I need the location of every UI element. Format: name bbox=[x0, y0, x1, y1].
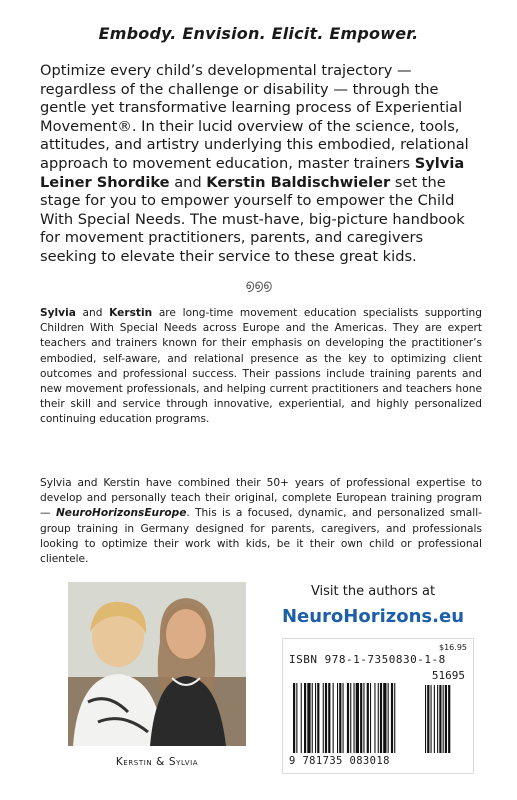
barcode-bar bbox=[354, 683, 355, 753]
barcode-bar bbox=[293, 683, 295, 753]
barcode-bar bbox=[347, 683, 349, 753]
barcode-bar bbox=[356, 683, 359, 753]
bio-text: and bbox=[75, 307, 110, 319]
barcode-bar bbox=[394, 683, 395, 753]
main-blurb bbox=[40, 62, 482, 267]
barcode-bar bbox=[307, 683, 310, 753]
ornament-divider: ൭൭൭ bbox=[245, 278, 272, 293]
barcode-bar bbox=[383, 683, 386, 753]
barcode-addon-bar bbox=[448, 685, 450, 753]
barcode-bar bbox=[343, 683, 344, 753]
bio-text: are long-time movement education specialists supporting Children With Special Needs across Europe and the Americas. They are expert teachers and trainers known for their emphasis on developing the practitioner’s embodied, self-aware, and relational presence as the key to optimizing client outcomes and professional success. Their passions include training parents and new movement professionals, and helping current practitioners and teachers hone their skill and service through innovative, experiential, and highly personalized continuing education programs. bbox=[40, 307, 482, 426]
author-photo bbox=[68, 582, 246, 746]
barcode-addon-bar bbox=[443, 685, 444, 753]
barcode-bar bbox=[378, 683, 379, 753]
photo-caption: Kerstin & Sylvia bbox=[115, 756, 199, 768]
author-bio bbox=[40, 306, 482, 428]
barcode-bar bbox=[339, 683, 341, 753]
barcode-bar bbox=[363, 683, 364, 753]
barcode-bar bbox=[323, 683, 324, 753]
price-addon-digits: 51695 bbox=[431, 669, 465, 682]
author-name-sylvia: Sylvia Leiner Shordike bbox=[40, 154, 465, 191]
visit-authors-text: Visit the authors at bbox=[310, 584, 436, 599]
barcode-graphic bbox=[283, 639, 473, 773]
program-text: . This is a focused, dynamic, and personalized small-group training in Germany designed for parents, caregivers, and professionals looking to optimize their work with kids, be it their own child or professional clientele. bbox=[40, 507, 482, 566]
barcode-bar bbox=[333, 683, 334, 753]
program-text: Sylvia and Kerstin have combined their 50+ years of professional expertise to develop and personally teach their original, complete European training program — bbox=[40, 477, 482, 520]
barcode-bar bbox=[315, 683, 316, 753]
blurb-text: and bbox=[169, 173, 207, 191]
tagline: Embody. Envision. Elicit. Empower. bbox=[98, 24, 419, 43]
isbn-label: ISBN 978-1-7350830-1-8 bbox=[289, 653, 446, 666]
bio-name-kerstin: Kerstin bbox=[109, 307, 153, 319]
barcode-bar bbox=[304, 683, 306, 753]
website-url: NeuroHorizons.eu bbox=[281, 606, 465, 627]
blurb-text: set the stage for you to empower yourself to empower the Child With Special Needs. The must-have, big-picture handbook for movement practitioners, parents, and caregivers seeking to elevate their service to these great kids. bbox=[40, 173, 465, 265]
barcode-addon-bar bbox=[434, 685, 435, 753]
barcode-bar bbox=[350, 683, 351, 753]
author-photo-illustration bbox=[68, 582, 246, 746]
barcode-bar bbox=[391, 683, 393, 753]
barcode-bar bbox=[312, 683, 313, 753]
barcode-bar bbox=[370, 683, 371, 753]
program-name: NeuroHorizonsEurope bbox=[55, 507, 187, 520]
barcode-bar bbox=[337, 683, 338, 753]
barcode-addon-bar bbox=[439, 685, 441, 753]
barcode-panel bbox=[282, 638, 474, 774]
barcode-bar bbox=[317, 683, 319, 753]
bio-name-sylvia: Sylvia bbox=[40, 307, 76, 319]
barcode-addon-bar bbox=[445, 685, 447, 753]
author-name-kerstin: Kerstin Baldischwieler bbox=[206, 173, 391, 191]
barcode-addon-bar bbox=[431, 685, 432, 753]
barcode-digits: 9 781735 083018 bbox=[289, 755, 390, 767]
barcode-addon-bar bbox=[437, 685, 438, 753]
barcode-bar bbox=[360, 683, 362, 753]
barcode-bar bbox=[301, 683, 302, 753]
barcode-bar bbox=[380, 683, 382, 753]
barcode-bar bbox=[374, 683, 375, 753]
blurb-text: Optimize every child’s developmental trajectory — regardless of the challenge or disability — through the gentle yet transformative learning process of Experiential Movement®. In their lucid overview of the science, tools, attitudes, and artistry underlying this embodied, relational approach to movement education, master trainers bbox=[40, 62, 469, 172]
price-label: $16.95 bbox=[439, 643, 467, 652]
barcode-bar bbox=[388, 683, 389, 753]
barcode-bar bbox=[296, 683, 297, 753]
barcode-bar bbox=[328, 683, 330, 753]
barcode-bar bbox=[325, 683, 327, 753]
barcode-bar bbox=[367, 683, 369, 753]
program-description bbox=[40, 476, 482, 567]
barcode-addon-bar bbox=[427, 685, 429, 753]
barcode-addon-bar bbox=[425, 685, 426, 753]
